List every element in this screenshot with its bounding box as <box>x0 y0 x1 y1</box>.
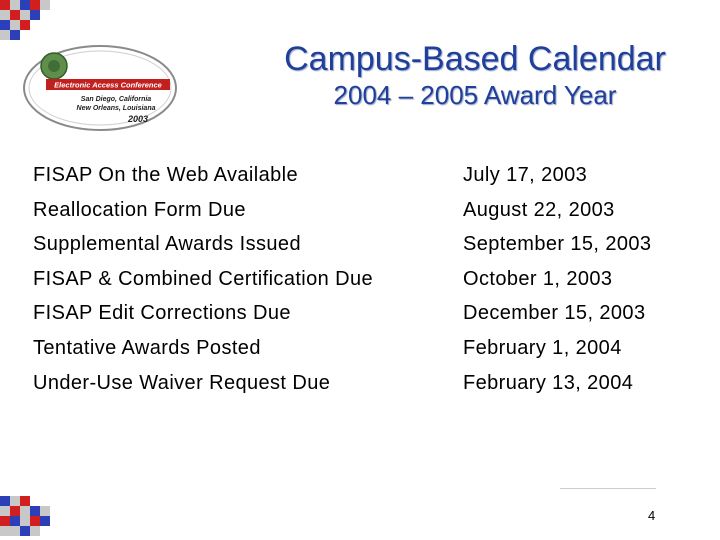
schedule-task: FISAP On the Web Available <box>33 164 298 186</box>
schedule-task: Supplemental Awards Issued <box>33 233 301 255</box>
schedule-date: December 15, 2003 <box>463 302 646 324</box>
schedule-row <box>33 302 703 336</box>
schedule-task: FISAP Edit Corrections Due <box>33 302 291 324</box>
conference-logo <box>20 42 180 132</box>
footer-divider <box>560 488 656 489</box>
slide-subtitle: 2004 – 2005 Award Year <box>333 80 617 110</box>
schedule-date: February 1, 2004 <box>463 337 622 359</box>
schedule-row <box>33 337 703 371</box>
schedule-date: September 15, 2003 <box>463 233 652 255</box>
schedule-task: FISAP & Combined Certification Due <box>33 268 374 290</box>
logo-line2: New Orleans, Louisiana <box>76 105 156 112</box>
schedule-task: Reallocation Form Due <box>33 199 246 221</box>
schedule-row <box>33 199 703 233</box>
logo-year: 2003 <box>127 114 149 124</box>
schedule-date: October 1, 2003 <box>463 268 613 290</box>
schedule-date: July 17, 2003 <box>463 164 588 186</box>
schedule-task: Under-Use Waiver Request Due <box>33 372 331 394</box>
logo-banner-text: Electronic Access Conference <box>54 80 162 90</box>
page-number: 4 <box>648 508 656 523</box>
schedule-date: August 22, 2003 <box>463 199 615 221</box>
slide-title: Campus-Based Calendar <box>284 40 666 78</box>
logo-line1: San Diego, California <box>80 96 152 103</box>
schedule-row <box>33 164 703 198</box>
schedule-task: Tentative Awards Posted <box>33 337 261 359</box>
schedule-row <box>33 233 703 267</box>
schedule-date: February 13, 2004 <box>463 372 634 394</box>
schedule-row <box>33 268 703 302</box>
schedule-row <box>33 372 703 406</box>
